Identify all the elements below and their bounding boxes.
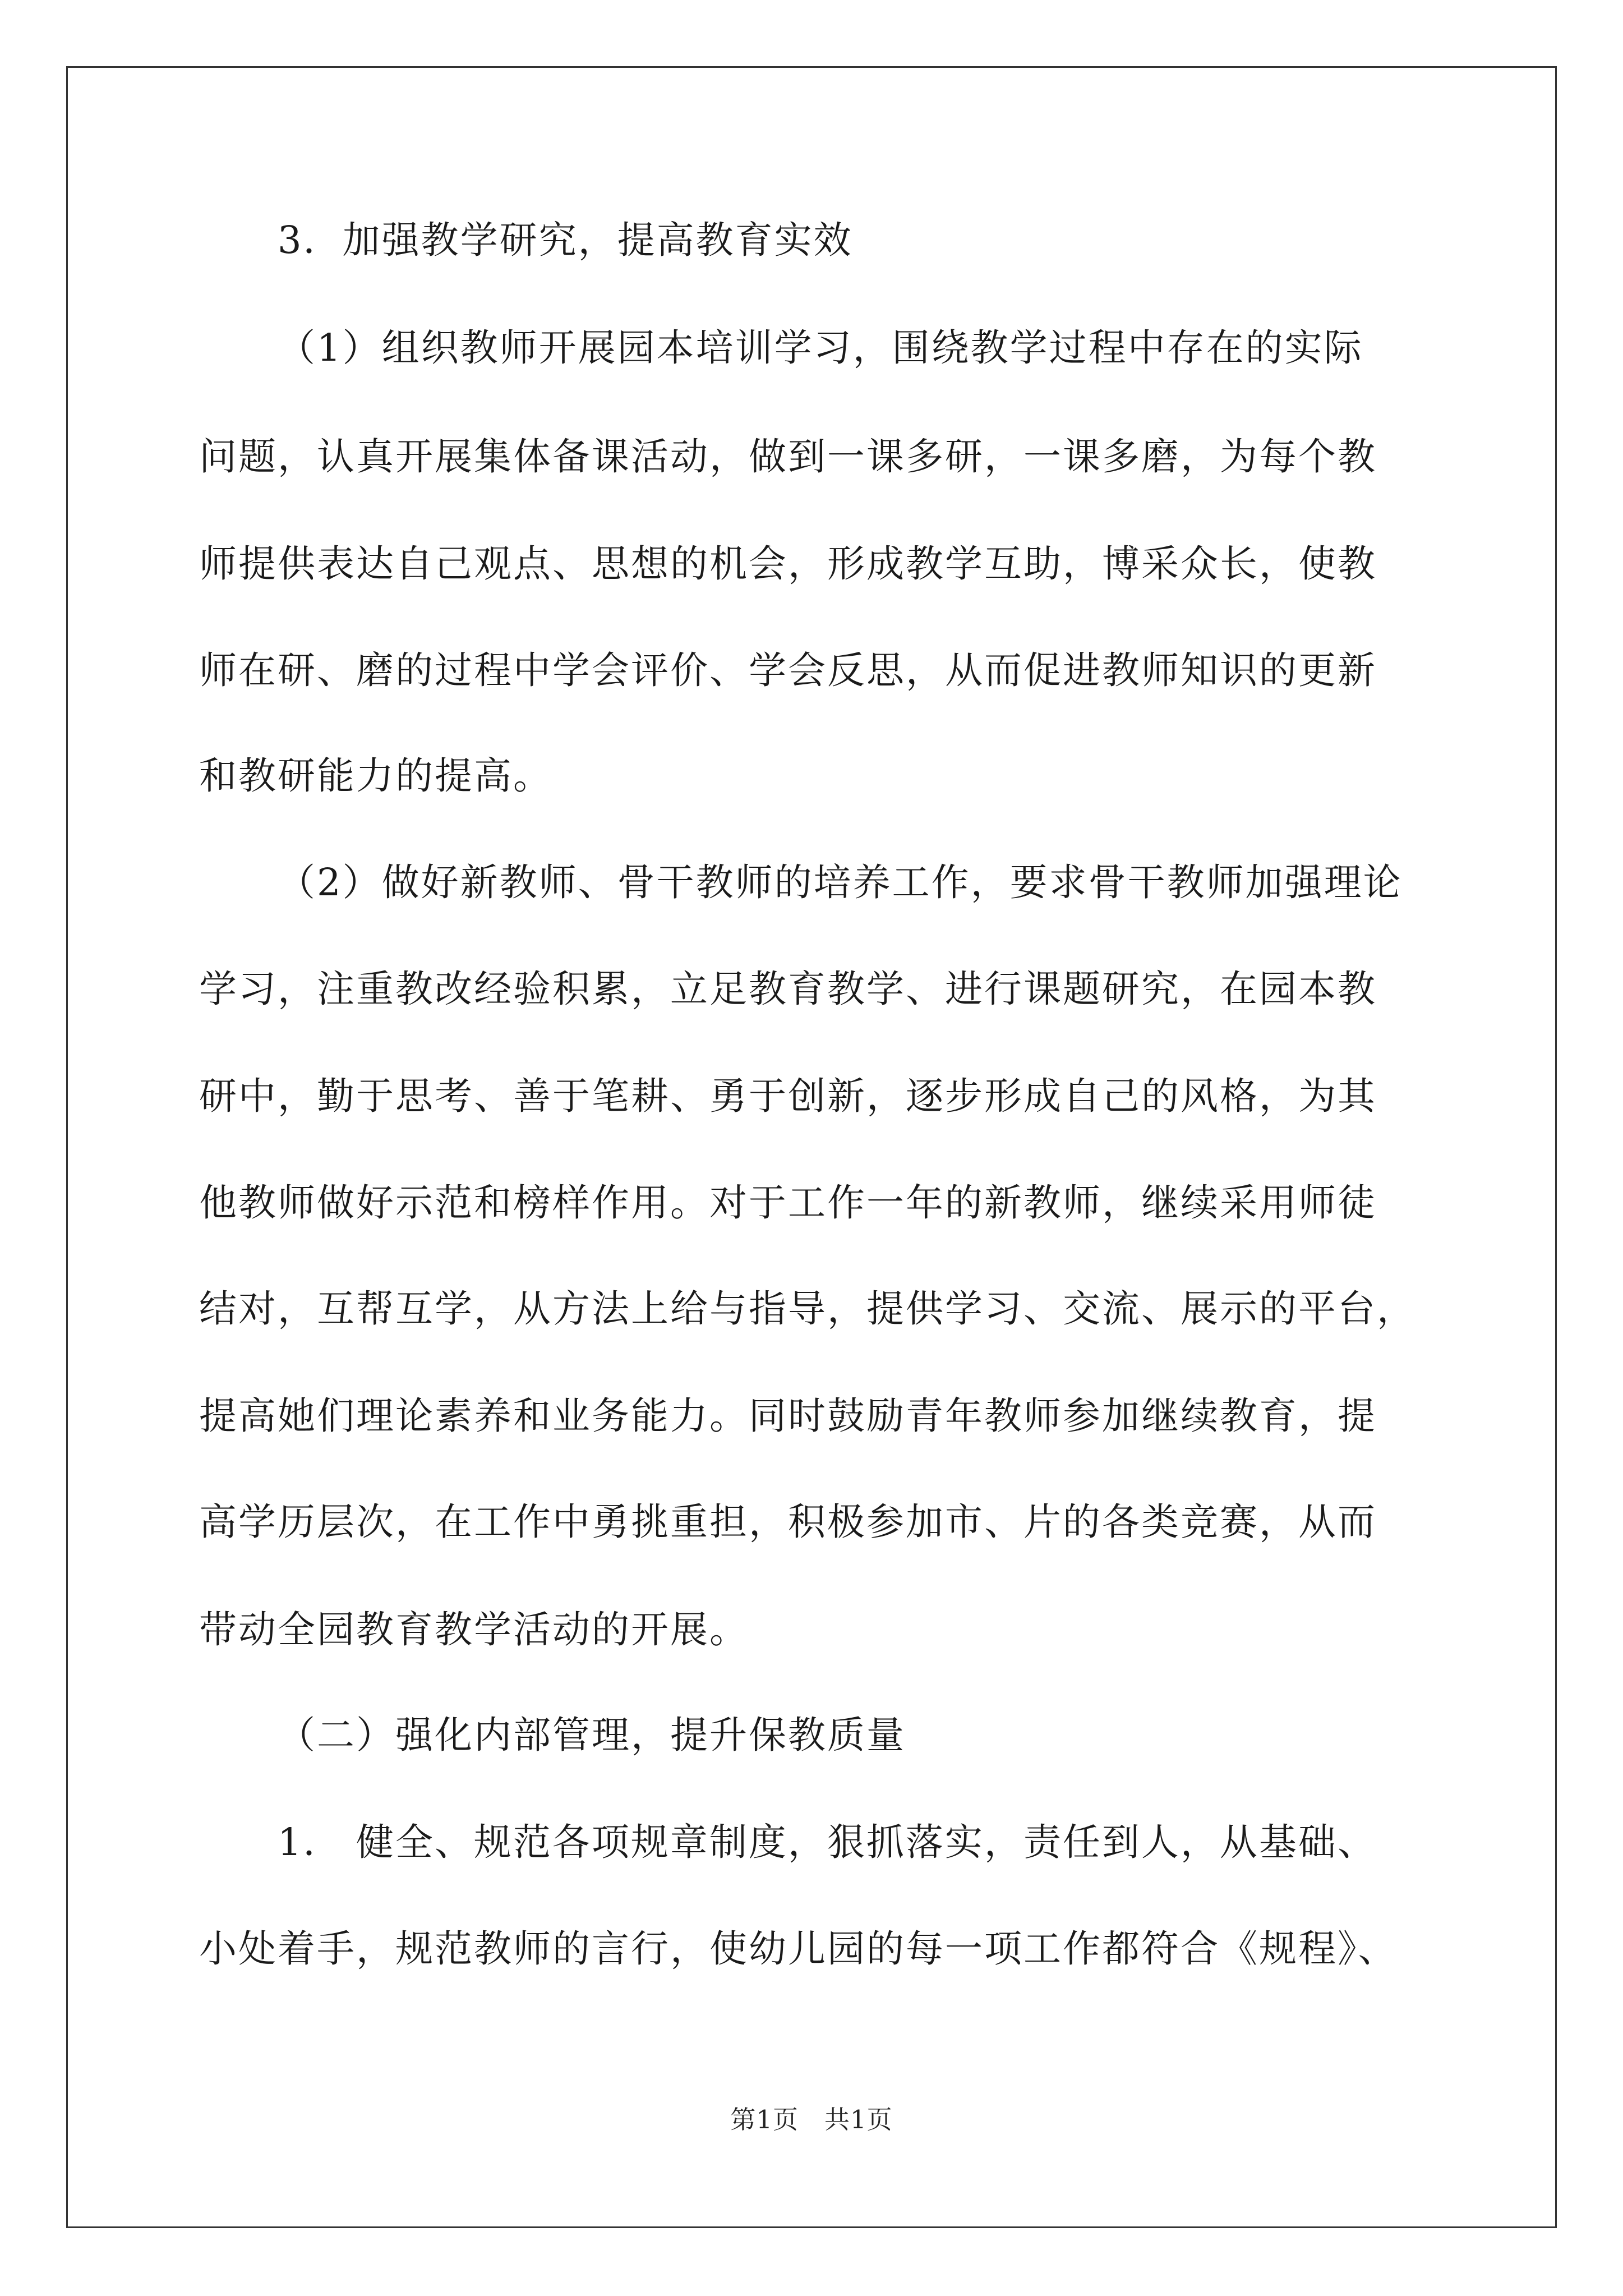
paragraph-line: 他教师做好示范和榜样作用。对于工作一年的新教师，继续采用师徒: [199, 1181, 1377, 1225]
paragraph-line: （2）做好新教师、骨干教师的培养工作，要求骨干教师加强理论: [278, 861, 1403, 904]
paragraph-line: （1）组织教师开展园本培训学习，围绕教学过程中存在的实际: [278, 326, 1363, 370]
paragraph-line: 带动全园教育教学活动的开展。: [199, 1608, 749, 1651]
paragraph-line: 1． 健全、规范各项规章制度，狠抓落实，责任到人，从基础、: [278, 1820, 1377, 1864]
section-heading: 3．加强教学研究，提高教育实效: [278, 218, 853, 262]
paragraph-line: 和教研能力的提高。: [199, 754, 552, 798]
paragraph-line: 师提供表达自己观点、思想的机会，形成教学互助，博采众长，使教: [199, 542, 1377, 586]
paragraph-line: 问题，认真开展集体备课活动，做到一课多研，一课多磨，为每个教: [199, 435, 1377, 478]
paragraph-line: 师在研、磨的过程中学会评价、学会反思，从而促进教师知识的更新: [199, 648, 1377, 692]
paragraph-line: 小处着手，规范教师的言行，使幼儿园的每一项工作都符合《规程》、: [199, 1927, 1398, 1971]
paragraph-line: 高学历层次，在工作中勇挑重担，积极参加市、片的各类竞赛，从而: [199, 1500, 1377, 1544]
paragraph-line: 学习，注重教改经验积累，立足教育教学、进行课题研究，在园本教: [199, 967, 1377, 1011]
paragraph-line: 研中，勤于思考、善于笔耕、勇于创新，逐步形成自己的风格，为其: [199, 1074, 1377, 1118]
page-number-footer: 第1页 共1页: [730, 2105, 893, 2134]
section-heading: （二）强化内部管理，提升保教质量: [278, 1713, 906, 1757]
paragraph-line: 结对，互帮互学，从方法上给与指导，提供学习、交流、展示的平台，: [199, 1287, 1416, 1331]
page-border: [66, 66, 1557, 2228]
paragraph-line: 提高她们理论素养和业务能力。同时鼓励青年教师参加继续教育，提: [199, 1394, 1377, 1438]
